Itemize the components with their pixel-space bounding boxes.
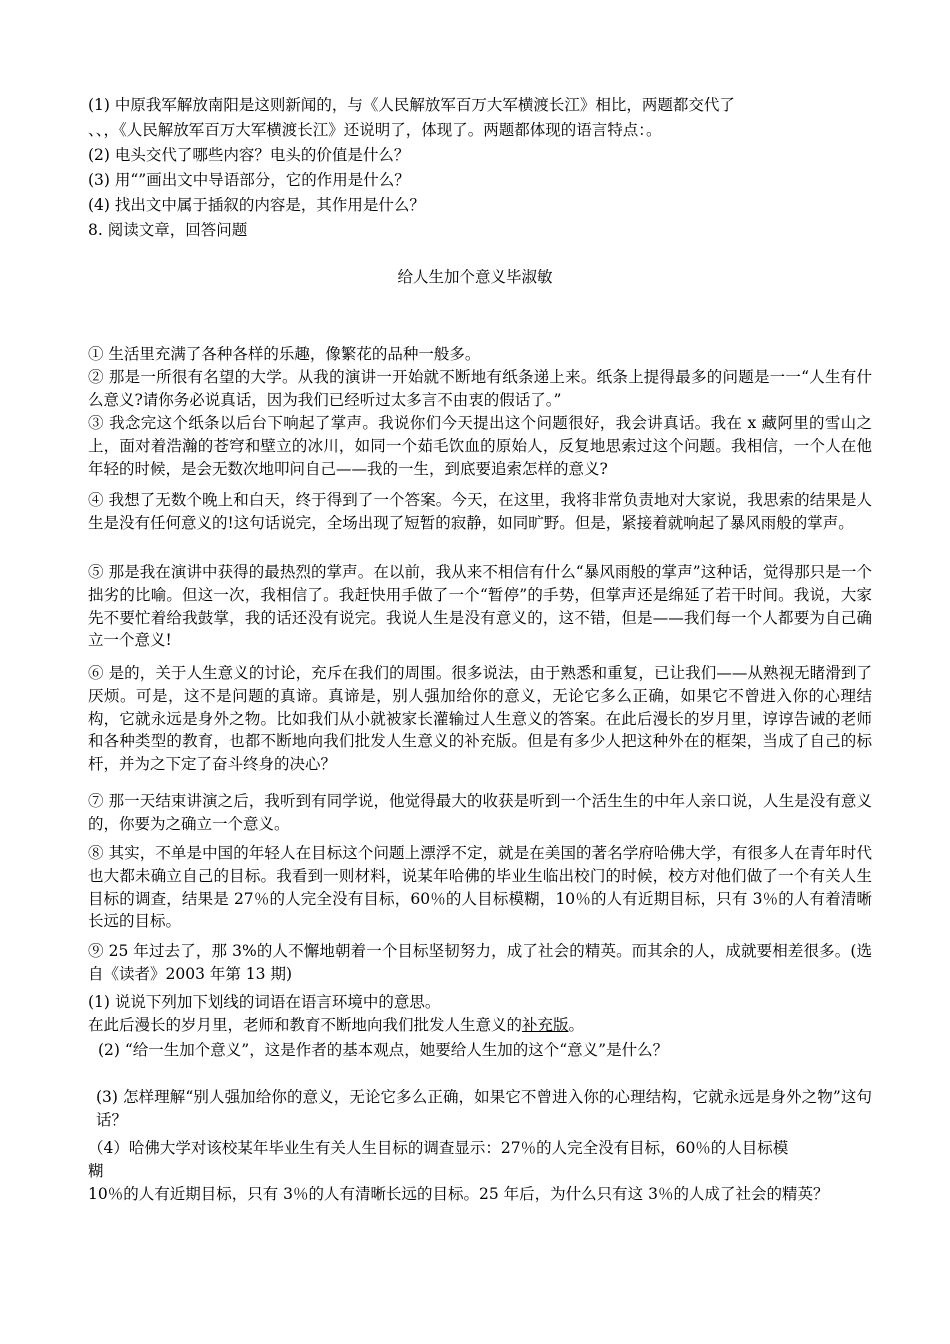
question-2: (2) 电头交代了哪些内容？电头的价值是什么？	[88, 146, 410, 164]
article-title: 给人生加个意义毕淑敏	[397, 268, 553, 286]
sub-question-3: (3) 怎样理解“别人强加给你的意义，无论它多么正确，如果它不曾进入你的心理结构，它就永远是身外之物”这句话？	[96, 1088, 872, 1129]
paragraph-8: ⑧ 其实，不单是中国的年轻人在目标这个问题上漂浮不定，就是在美国的著名学府哈佛大学，有很多人在青年时代也大都未确立自己的目标。我看到一则材料，说某年哈佛的毕业生临出校门的时候，校方对他们做了一个有关人生目标的调查，结果是 27％的人完全没有目标，60％的人目标模糊，10％的人有近期目标，只有 3％的人有着清晰长远的目标。	[88, 844, 872, 931]
sentence-suffix: 。	[568, 1016, 585, 1034]
paragraph-4: ④ 我想了无数个晚上和白天，终于得到了一个答案。今天，在这里，我将非常负责地对大家说，我思索的结果是人生是没有任何意义的!这句话说完，全场出现了短暂的寂静，如同旷野。但是，紧接着就响起了暴风雨般的掌声。	[88, 491, 872, 532]
paragraph-9: ⑨ 25 年过去了，那 3%的人不懈地朝着一个目标坚韧努力，成了社会的精英。而其余的人，成就要相差很多。(选自《读者》2003 年第 13 期)	[88, 942, 872, 983]
question-4: (4) 找出文中属于插叙的内容是，其作用是什么？	[88, 196, 425, 214]
paragraph-2: ② 那是一所很有名望的大学。从我的演讲一开始就不断地有纸条递上来。纸条上提得最多的问题是一一“人生有什么意义?请你务必说真话，因为我们已经听过太多言不由衷的假话了。”	[88, 368, 872, 409]
paragraph-6: ⑥ 是的，关于人生意义的讨论，充斥在我们的周围。很多说法，由于熟悉和重复，已让我们——从熟视无睹滑到了厌烦。可是，这不是问题的真谛。真谛是，别人强加给你的意义，无论它多么正确，如果它不曾进入你的心理结构，它就永远是身外之物。比如我们从小就被家长灌输过人生意义的答案。在此后漫长的岁月里，谆谆告诫的老师和各种类型的教育，也都不断地向我们批发人生意义的补充版。但是有多少人把这种外在的框架，当成了自己的标杆，并为之下定了奋斗终身的决心？	[88, 664, 872, 774]
paragraph-1: ① 生活里充满了各种各样的乐趣，像繁花的品种一般多。	[88, 345, 481, 363]
question-8-heading: 8. 阅读文章，回答问题	[88, 221, 248, 239]
question-3: (3) 用“”画出文中导语部分，它的作用是什么？	[88, 171, 410, 189]
sub-question-1-sentence	[88, 1014, 872, 1036]
sentence-prefix: 在此后漫长的岁月里，老师和教育不断地向我们批发人生意义的	[88, 1016, 523, 1034]
sub-question-1: (1) 说说下列加下划线的词语在语言环境中的意思。	[88, 993, 441, 1011]
question-1-line-2: 、、，《人民解放军百万大军横渡长江》还说明了，体现了。两题都体现的语言特点：。	[88, 121, 662, 139]
paragraph-7: ⑦ 那一天结束讲演之后，我听到有同学说，他觉得最大的收获是听到一个活生生的中年人亲口说，人生是没有意义的，你要为之确立一个意义。	[88, 792, 872, 833]
sub-question-4-line-2: 糊	[88, 1162, 104, 1180]
underlined-term: 补充版	[522, 1016, 569, 1034]
sub-question-4-line-3: 10％的人有近期目标，只有 3％的人有清晰长远的目标。25 年后，为什么只有这 3％的人成了社会的精英？	[88, 1185, 829, 1203]
paragraph-5: ⑤ 那是我在演讲中获得的最热烈的掌声。在以前，我从来不相信有什么“暴风雨般的掌声”这种话，觉得那只是一个拙劣的比喻。但这一次，我相信了。我赶快用手做了一个“暂停”的手势，但掌声还是绵延了若干时间。我说，大家先不要忙着给我鼓掌，我的话还没有说完。我说人生是没有意义的，这不错，但是——我们每一个人都要为自己确立一个意义!	[88, 563, 872, 650]
paragraph-3: ③ 我念完这个纸条以后台下响起了掌声。我说你们今天提出这个问题很好，我会讲真话。我在 x 藏阿里的雪山之上，面对着浩瀚的苍穹和壁立的冰川，如同一个茹毛饮血的原始人，反复地思索过这个问题。我相信，一个人在他年轻的时候，是会无数次地叩问自己——我的一生，到底要追索怎样的意义?	[88, 414, 872, 478]
question-1-line-1: (1) 中原我军解放南阳是这则新闻的，与《人民解放军百万大军横渡长江》相比，两题都交代了	[88, 96, 735, 114]
sub-question-4-line-1: （4）哈佛大学对该校某年毕业生有关人生目标的调查显示：27％的人完全没有目标，60％的人目标模	[88, 1139, 789, 1157]
sub-question-2: (2) “给一生加个意义”，这是作者的基本观点，她要给人生加的这个“意义”是什么？	[98, 1041, 669, 1059]
